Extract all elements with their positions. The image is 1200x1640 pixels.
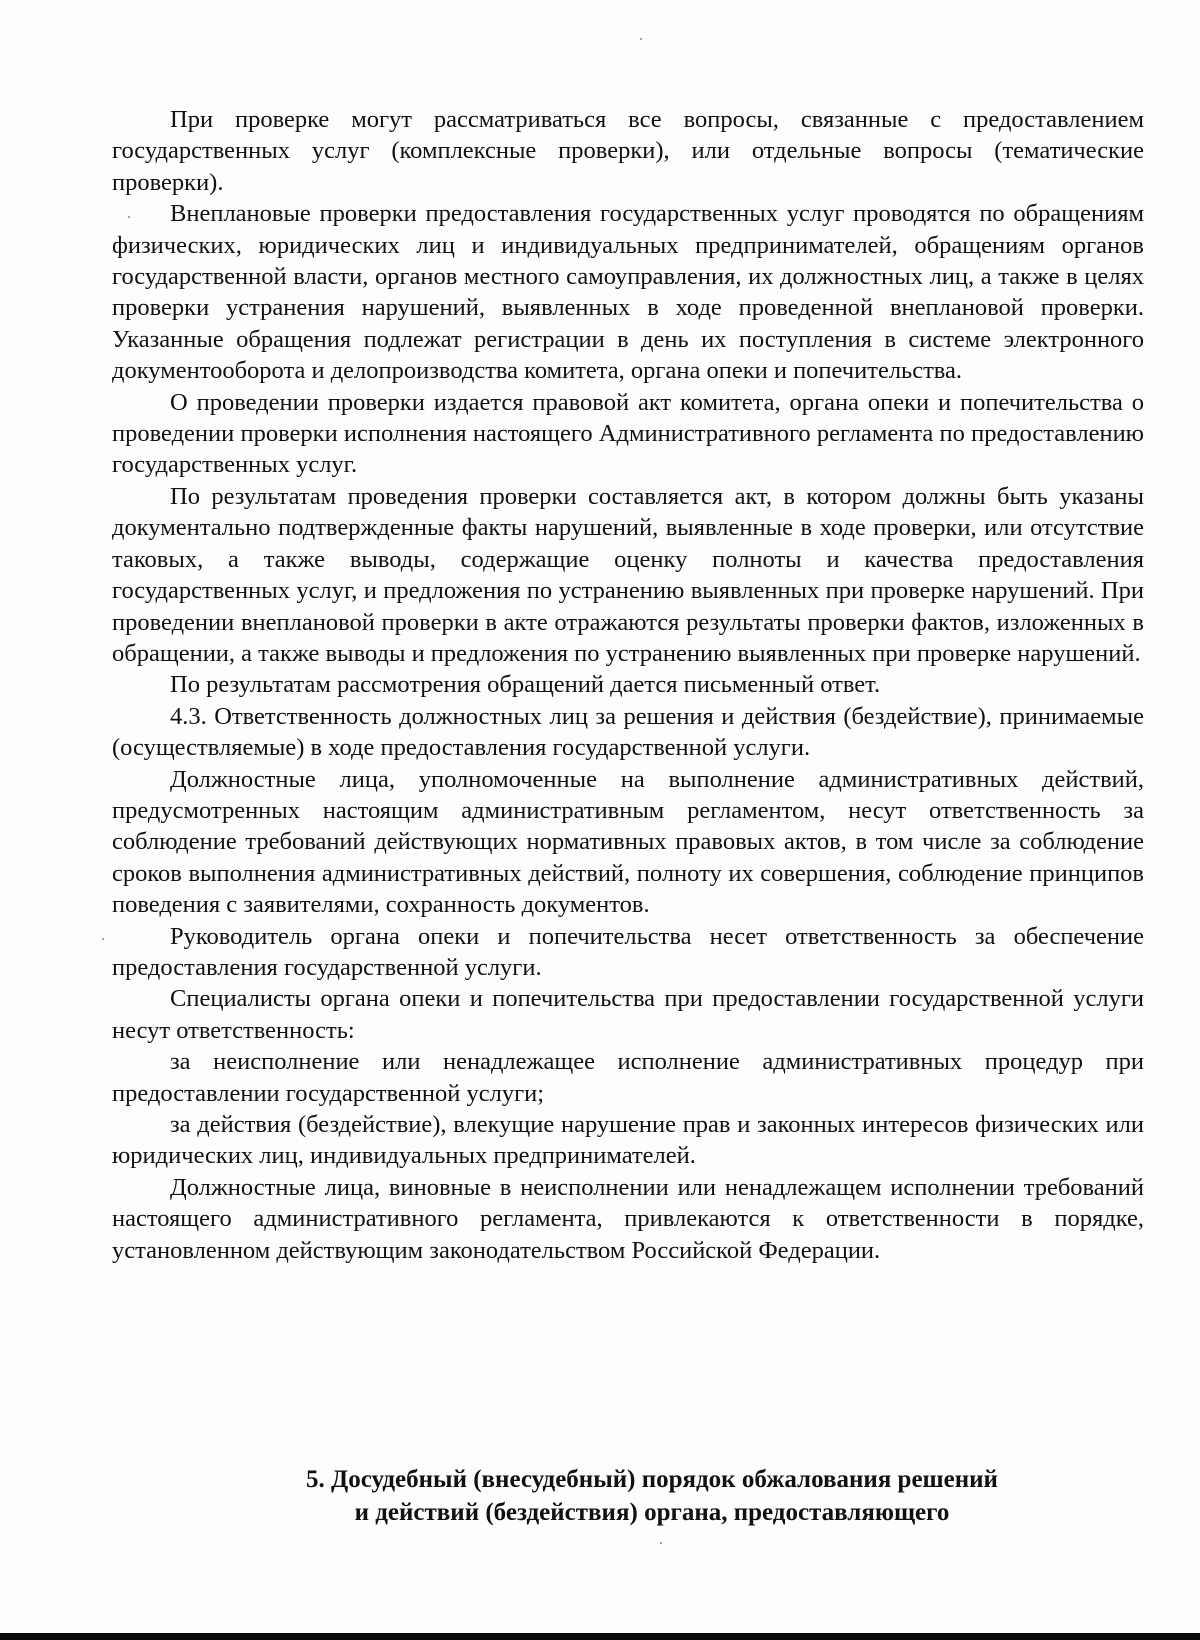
scan-speck [128, 216, 130, 218]
document-body [112, 104, 1144, 1266]
paragraph-specialists-responsibility: Специалисты органа опеки и попечительства при предоставлении государственной услуги несут ответственность: [112, 985, 1144, 1044]
paragraph-section-4-3: 4.3. Ответственность должностных лиц за решения и действия (бездействие), принимаемые (осуществляемые) в ходе предоставления государственной услуги. [112, 702, 1144, 762]
paragraph-actions-inaction: за действия (бездействие), влекущие нарушение прав и законных интересов физических или юридических лиц, индивидуальных предпринимателей. [112, 1111, 1144, 1170]
paragraph-head-responsibility: Руководитель органа опеки и попечительства несет ответственность за обеспечение предоставления государственной услуги. [112, 922, 1144, 981]
paragraph-officials-responsibility: Должностные лица, уполномоченные на выполнение административных действий, предусмотренных настоящим административным регламентом, несут ответственность за соблюдение требований действующих нормативных правовых актов, в том числе за соблюдение сроков выполнения административных действий, полноту их совершения, соблюдение принципов поведения с заявителями, сохранность документов. [112, 765, 1144, 919]
paragraph-written-response: По результатам рассмотрения обращений дается письменный ответ. [170, 671, 881, 699]
paragraph-inspection-legal-act: О проведении проверки издается правовой акт комитета, органа опеки и попечительства о проведении проверки исполнения настоящего Административного регламента по предоставлению государственных услуг. [112, 388, 1144, 479]
scan-speck [102, 938, 104, 940]
scan-speck [660, 1542, 662, 1544]
paragraph-liability: Должностные лица, виновные в неисполнении или ненадлежащем исполнении требований настоящего административного регламента, привлекаются к ответственности в порядке, установленном действующим законодательством Российской Федерации. [112, 1173, 1144, 1264]
paragraph-scope-of-inspection: При проверке могут рассматриваться все вопросы, связанные с предоставлением государственных услуг (комплексные проверки), или отдельные вопросы (тематические проверки). [112, 106, 1144, 196]
section-5-heading-line-1: 5. Досудебный (внесудебный) порядок обжалования решений [306, 1466, 998, 1493]
paragraph-inspection-report: По результатам проведения проверки составляется акт, в котором должны быть указаны документально подтвержденные факты нарушений, выявленные в ходе проверки, или отсутствие таковых, а также выводы, содержащие оценку полноты и качества предоставления государственных услуг, и предложения по устранению выявленных при проверке нарушений. При проведении внеплановой проверки в акте отражаются результаты проверки фактов, изложенных в обращении, а также выводы и предложения по устранению выявленных при проверке нарушений. [112, 482, 1144, 667]
scan-speck [640, 38, 642, 40]
paragraph-non-performance: за неисполнение или ненадлежащее исполнение административных процедур при предоставлении государственной услуги; [112, 1048, 1144, 1107]
section-5-heading [112, 1463, 1144, 1529]
paragraph-unscheduled-inspections: Внеплановые проверки предоставления государственных услуг проводятся по обращениям физических, юридических лиц и индивидуальных предпринимателей, обращениям органов государственной власти, органов местного самоуправления, их должностных лиц, а также в целях проверки устранения нарушений, выявленных в ходе проведенной внеплановой проверки. Указанные обращения подлежат регистрации в день их поступления в системе электронного документооборота и делопроизводства комитета, органа опеки и попечительства. [112, 200, 1144, 385]
section-5-heading-line-2: и действий (бездействия) органа, предоставляющего [354, 1499, 950, 1526]
scan-edge-bar [0, 1633, 1200, 1640]
